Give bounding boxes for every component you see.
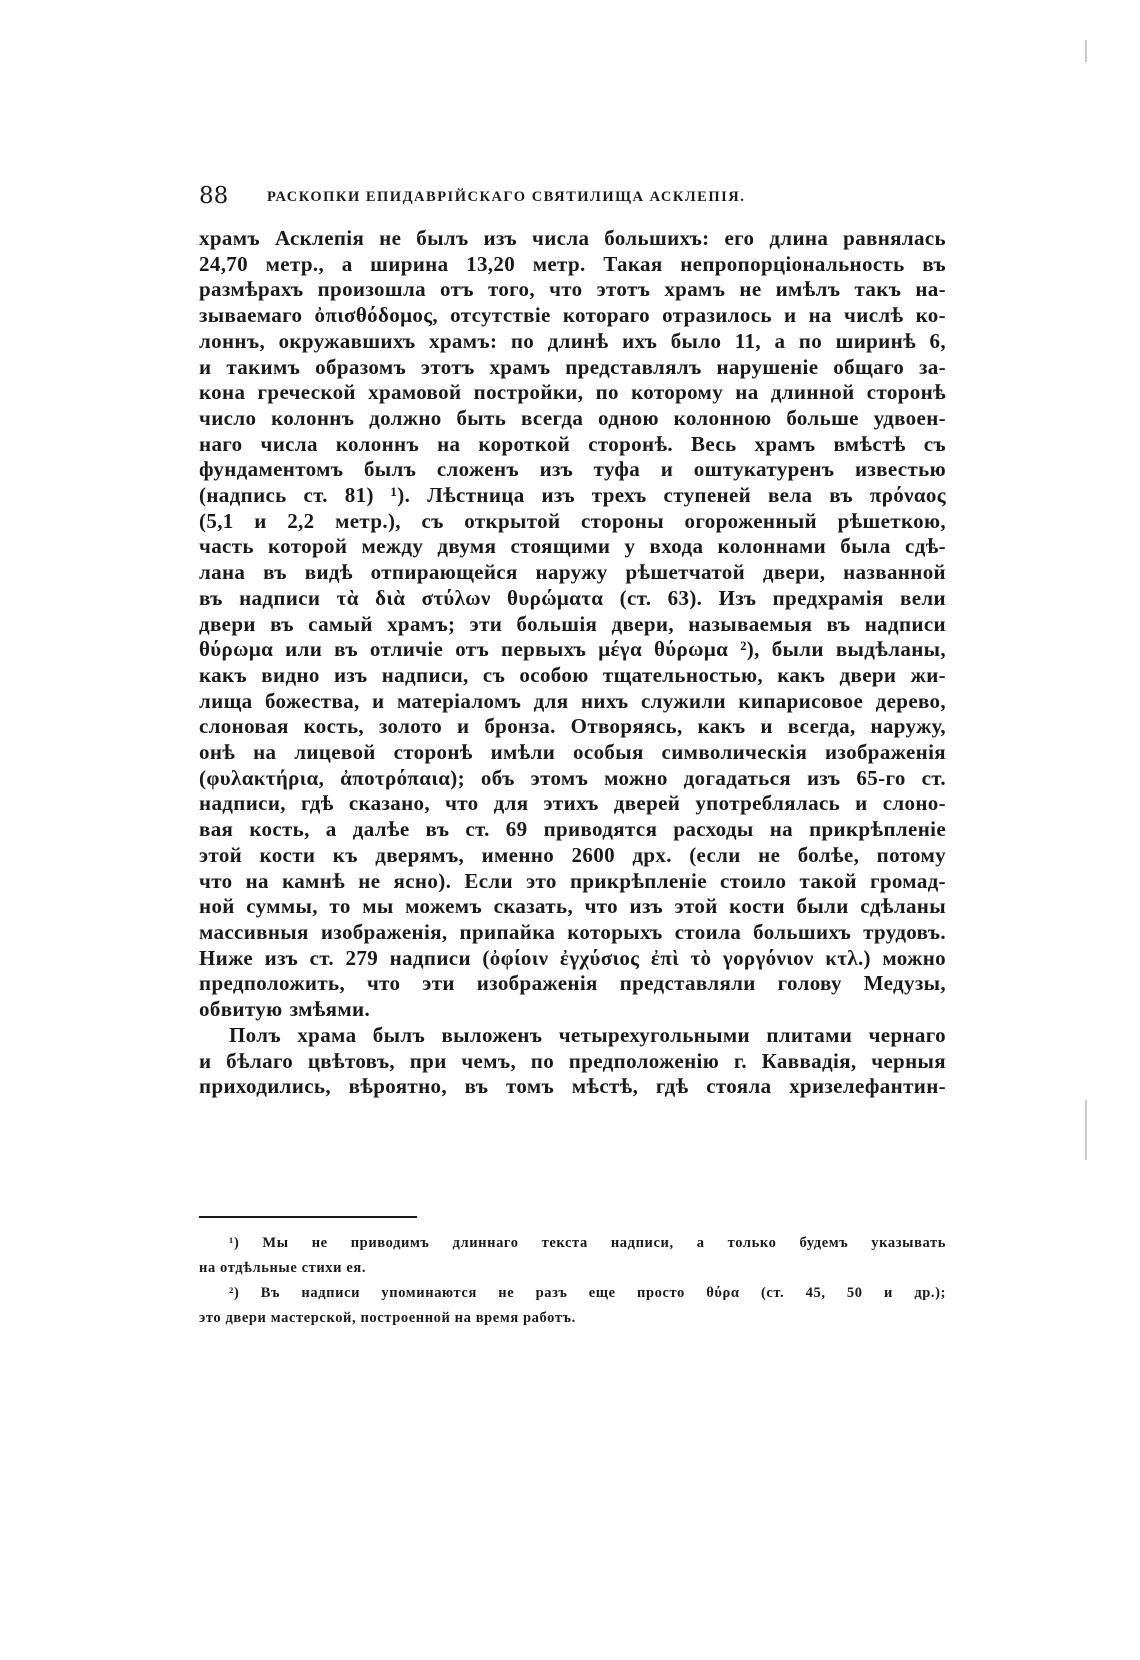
text-line: какъ видно изъ надписи, съ особою тщательностью, какъ двери жи- xyxy=(199,662,946,687)
text-line: онѣ на лицевой сторонѣ имѣли особыя символическія изображенія xyxy=(199,740,946,765)
footnotes xyxy=(199,1231,946,1331)
footnote-line: ¹) Мы не приводимъ длиннаго текста надписи, а только будемъ указывать xyxy=(229,1235,946,1251)
text-line: число колоннъ должно быть всегда одною колонною больше удвоен- xyxy=(199,405,946,430)
scan-edge-line xyxy=(1085,40,1087,62)
text-line: что на камнѣ не ясно). Если это прикрѣпленіе стоило такой громад- xyxy=(199,868,946,893)
text-line: обвитую змѣями. xyxy=(199,997,371,1022)
text-line: храмъ Асклепія не былъ изъ числа большихъ: его длина равнялась xyxy=(199,226,946,250)
text-line: предположить, что эти изображенія представляли голову Медузы, xyxy=(199,971,946,996)
running-title: РАСКОПКИ ЕПИДАВРІЙСКАГО СВЯТИЛИЩА АСКЛЕПІЯ. xyxy=(267,189,746,205)
page-header xyxy=(199,183,946,213)
book-page xyxy=(199,183,946,1326)
text-line: Полъ храма былъ выложенъ четырехугольными плитами чернаго xyxy=(229,1022,946,1047)
text-line: слоновая кость, золото и бронза. Отворяясь, какъ и всегда, наружу, xyxy=(199,714,946,739)
text-line: кона греческой храмовой постройки, по которому на длинной сторонѣ xyxy=(199,380,946,405)
footnote-line: это двери мастерской, построенной на время работъ. xyxy=(199,1310,576,1326)
text-line: (5,1 и 2,2 метр.), съ открытой стороны огороженный рѣшеткою, xyxy=(199,508,946,533)
body-text xyxy=(199,226,946,1100)
text-line: зываемаго ὀπισθόδομος, отсутствіе котораго отразилось и на числѣ ко- xyxy=(199,303,946,328)
text-line: ной суммы, то мы можемъ сказать, что изъ этой кости были сдѣланы xyxy=(199,894,946,919)
text-line: 24,70 метр., а ширина 13,20 метр. Такая непропорціональность въ xyxy=(199,251,946,276)
text-line: θύρωμα или въ отличіе отъ первыхъ μέγα θύρωμα ²), были выдѣланы, xyxy=(199,637,946,662)
text-line: Ниже изъ ст. 279 надписи (ὀφίοιν ἐγχύσιος ἐπὶ τὸ γοργόνιον κτλ.) можно xyxy=(199,945,946,970)
text-line: вая кость, а далѣе въ ст. 69 приводятся расходы на прикрѣпленіе xyxy=(199,817,946,842)
text-line: двери въ самый храмъ; эти большія двери, называемыя въ надписи xyxy=(199,611,946,636)
text-line: лоннъ, окружавшихъ храмъ: по длинѣ ихъ было 11, а по ширинѣ 6, xyxy=(199,328,946,353)
text-line: наго числа колоннъ на короткой сторонѣ. Весь храмъ вмѣстѣ съ xyxy=(199,431,946,456)
text-line: фундаментомъ былъ сложенъ изъ туфа и оштукатуренъ известью xyxy=(199,457,946,482)
text-line: массивныя изображенія, припайка которыхъ стоила большихъ трудовъ. xyxy=(199,919,946,944)
text-line: лища божества, и матеріаломъ для нихъ служили кипарисовое дерево, xyxy=(199,688,946,713)
text-line: и бѣлаго цвѣтовъ, при чемъ, по предположенію г. Каввадія, черныя xyxy=(199,1048,946,1073)
text-line: часть которой между двумя стоящими у входа колоннами была сдѣ- xyxy=(199,534,946,559)
text-line: (φυλακτήρια, ἀποτρόπαια); объ этомъ можно догадаться изъ 65-го ст. xyxy=(199,765,946,790)
text-line: и такимъ образомъ этотъ храмъ представлялъ нарушеніе общаго за- xyxy=(199,354,946,379)
text-line: приходились, вѣроятно, въ томъ мѣстѣ, гдѣ стояла хризелефантин- xyxy=(199,1074,946,1099)
scan-edge-line xyxy=(1085,1100,1087,1160)
footnote-line: ²) Въ надписи упоминаются не разъ еще просто θύρα (ст. 45, 50 и др.); xyxy=(229,1285,946,1301)
text-line: этой кости къ дверямъ, именно 2600 дрх. (если не болѣе, потому xyxy=(199,842,946,867)
footnote-line: на отдѣльные стихи ея. xyxy=(199,1260,367,1276)
text-line: надписи, гдѣ сказано, что для этихъ дверей употреблялась и слоно- xyxy=(199,791,946,816)
text-line: въ надписи τὰ διὰ στύλων θυρώματα (ст. 63). Изъ предхрамія вели xyxy=(199,585,946,610)
text-line: лана въ видѣ отпирающейся наружу рѣшетчатой двери, названной xyxy=(199,560,946,585)
page-number: 88 xyxy=(199,183,229,209)
text-line: размѣрахъ произошла отъ того, что этотъ храмъ не имѣлъ такъ на- xyxy=(199,277,946,302)
text-line: (надпись ст. 81) ¹). Лѣстница изъ трехъ ступеней вела въ πρόναος xyxy=(199,483,946,508)
footnote-rule xyxy=(199,1216,417,1218)
